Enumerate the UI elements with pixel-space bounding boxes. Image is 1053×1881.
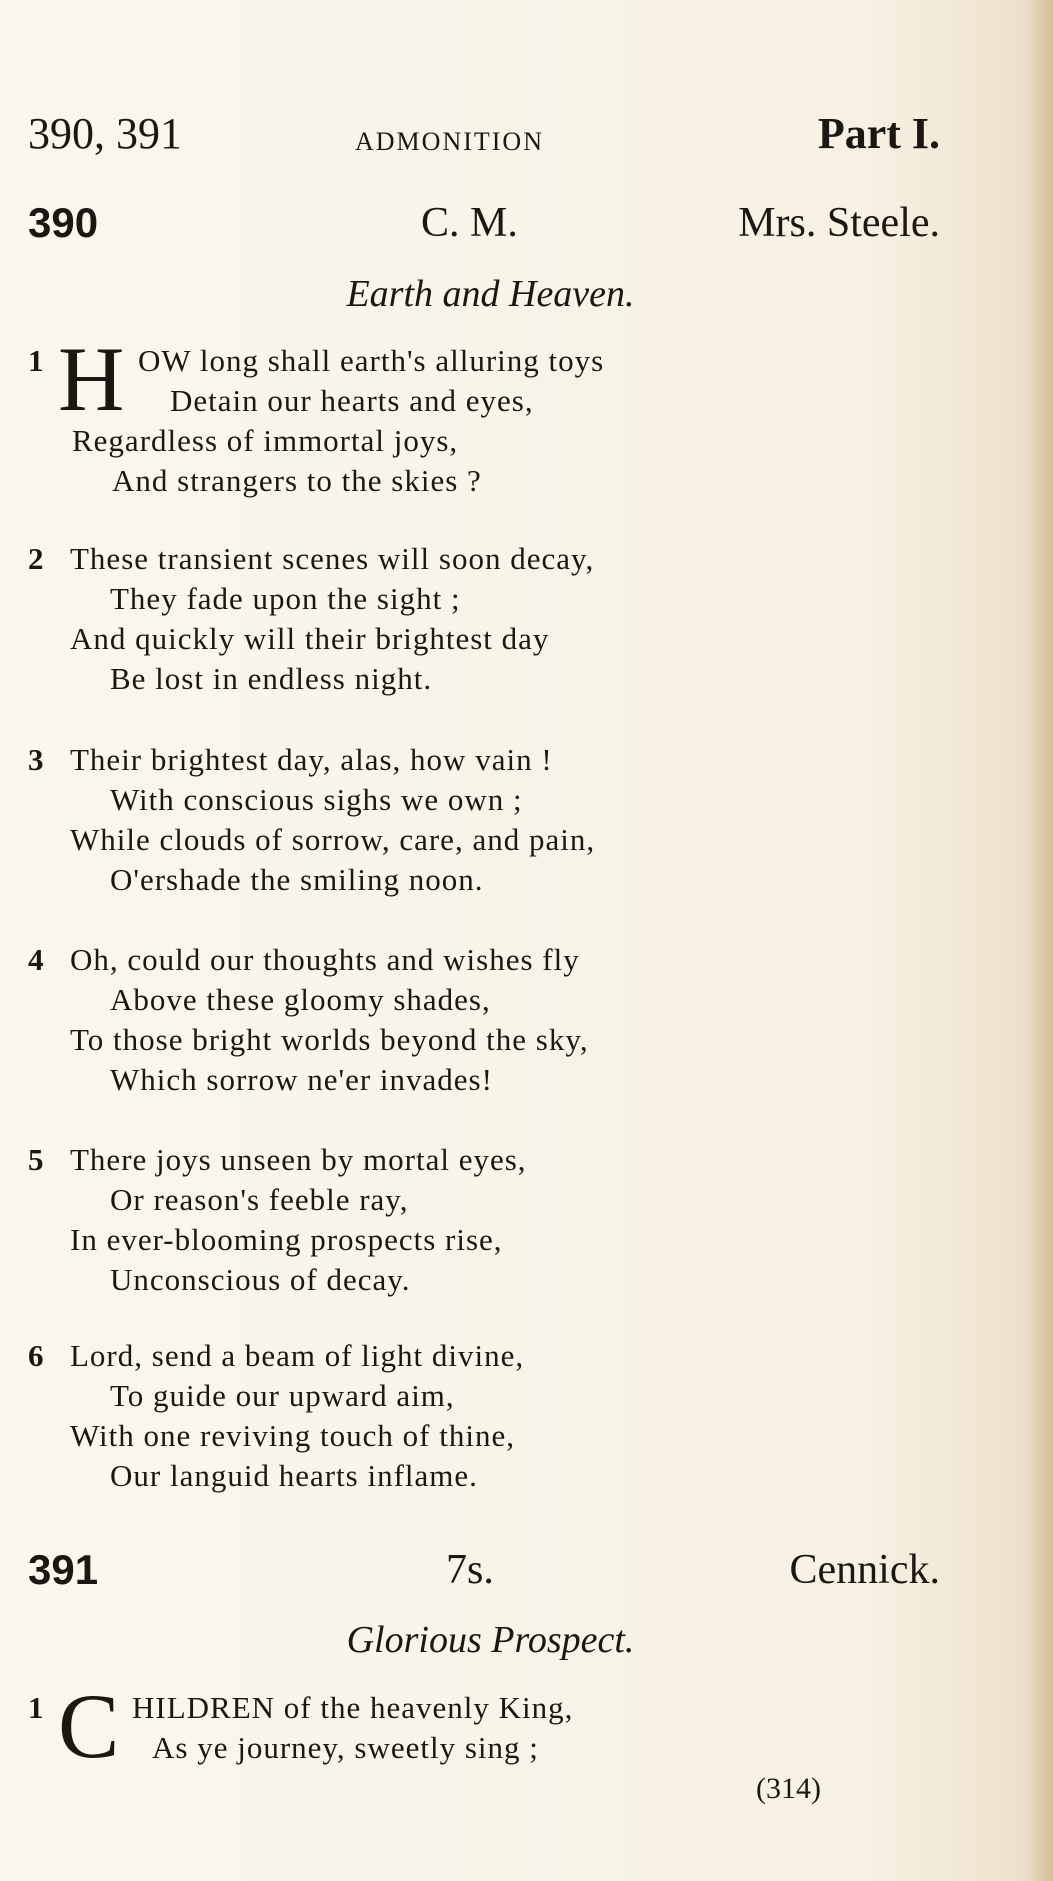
stanza-line: Our languid hearts inflame. (110, 1458, 478, 1493)
stanza-line: Regardless of immortal joys, (72, 423, 459, 458)
stanza-line: To those bright worlds beyond the sky, (70, 1022, 589, 1057)
hymn-number: 391 (28, 1546, 99, 1593)
drop-capital: C (58, 1675, 121, 1777)
verse-number: 6 (28, 1338, 45, 1373)
stanza-line: Above these gloomy shades, (110, 982, 491, 1017)
stanza (28, 1140, 948, 1300)
page-hymn-range: 390, 391 (28, 109, 182, 158)
stanza-line: 2 These transient scenes will soon decay, (28, 539, 948, 579)
hymn-author: Mrs. Steele. (738, 200, 940, 246)
hymn-number: 390 (28, 199, 99, 246)
part-label: Part I. (817, 109, 940, 158)
hymn-heading (28, 199, 940, 255)
hymn-title: Earth and Heaven. (346, 273, 635, 315)
hymn-heading (28, 1546, 940, 1602)
stanza-line-text: OW long shall earth's alluring toys (138, 343, 605, 378)
verse-number: 3 (28, 742, 45, 777)
stanza-line: O'ershade the smiling noon. (110, 862, 484, 897)
verse-number: 1 (28, 1690, 45, 1725)
hymn-author: Cennick. (789, 1547, 940, 1593)
verse-number: 2 (28, 541, 45, 576)
running-title: ADMONITION (355, 127, 544, 156)
stanza (28, 940, 948, 1100)
verse-number: 4 (28, 942, 45, 977)
stanza-line: With one reviving touch of thine, (70, 1418, 515, 1453)
stanza (28, 539, 948, 699)
stanza-line: 6 Lord, send a beam of light divine, (28, 1336, 948, 1376)
stanza-line: Which sorrow ne'er invades! (110, 1062, 493, 1097)
stanza-line: In ever-blooming prospects rise, (70, 1222, 503, 1257)
verse-number: 1 (28, 343, 45, 378)
stanza-line: They fade upon the sight ; (110, 581, 461, 616)
stanza-line: Or reason's feeble ray, (110, 1182, 409, 1217)
stanza (28, 740, 948, 900)
stanza-line: 4 Oh, could our thoughts and wishes fly (28, 940, 948, 980)
stanza (28, 1336, 948, 1496)
stanza-line: While clouds of sorrow, care, and pain, (70, 822, 596, 857)
hymn-meter: 7s. (446, 1547, 494, 1593)
stanza-line: Unconscious of decay. (110, 1262, 411, 1297)
stanza-line: With conscious sighs we own ; (110, 782, 523, 817)
stanza-line: And quickly will their brightest day (70, 621, 550, 656)
stanza (28, 328, 948, 501)
stanza-line: To guide our upward aim, (110, 1378, 455, 1413)
hymn-title: Glorious Prospect. (346, 1619, 635, 1661)
stanza-line: And strangers to the skies ? (112, 463, 482, 498)
running-header (28, 108, 940, 168)
stanza (28, 1675, 948, 1777)
stanza-line: 3 Their brightest day, alas, how vain ! (28, 740, 948, 780)
stanza-line: 5 There joys unseen by mortal eyes, (28, 1140, 948, 1180)
drop-capital: H (58, 328, 126, 430)
stanza-line: Be lost in endless night. (110, 661, 433, 696)
stanza-line-text: HILDREN of the heavenly King, (132, 1690, 574, 1725)
verse-number: 5 (28, 1142, 45, 1177)
page-folio: (314) (756, 1772, 821, 1805)
stanza-line: As ye journey, sweetly sing ; (152, 1730, 539, 1765)
hymn-meter: C. M. (421, 200, 518, 246)
stanza-line: Detain our hearts and eyes, (170, 383, 534, 418)
